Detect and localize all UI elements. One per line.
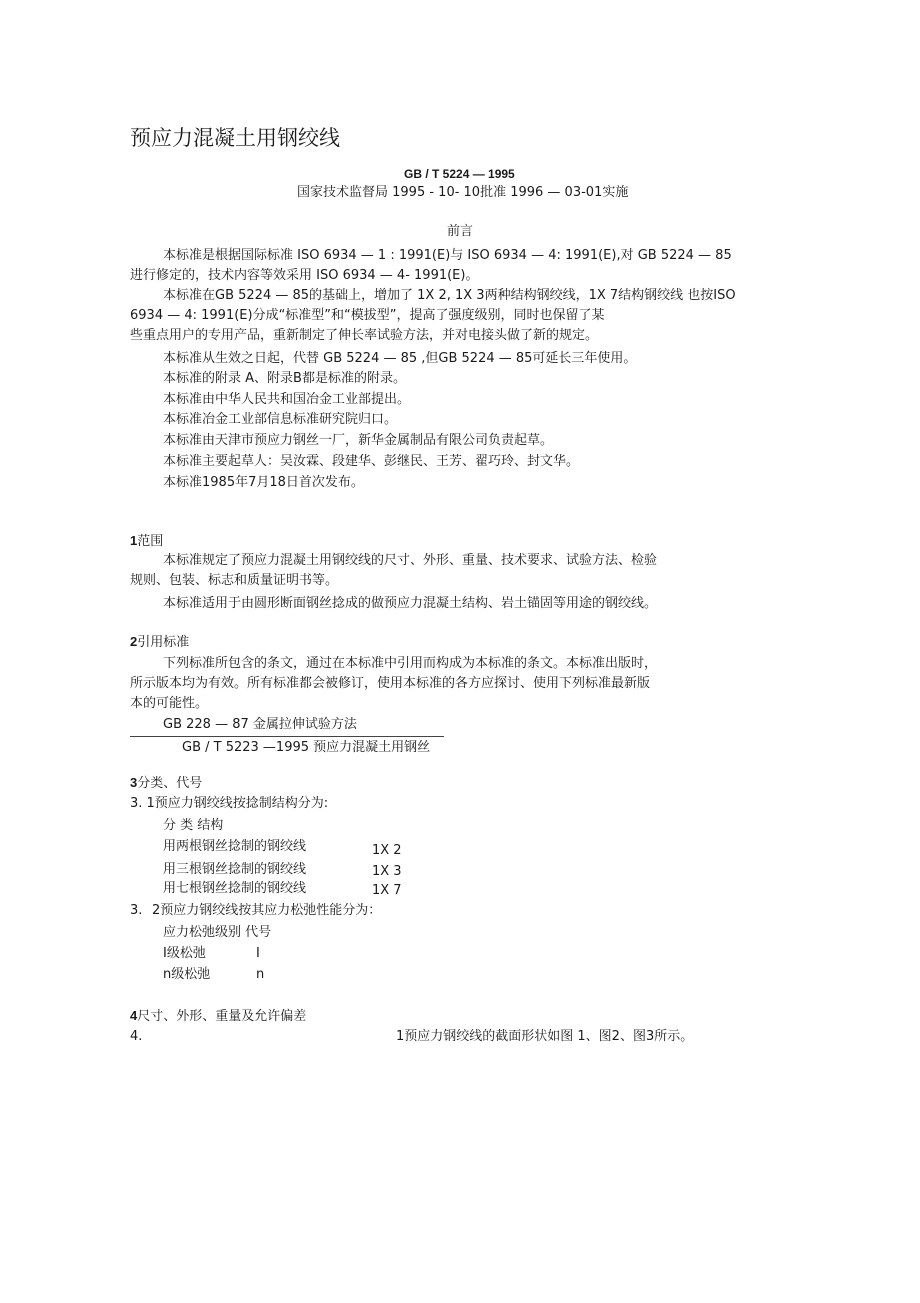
document-title: 预应力混凝土用钢绞线 bbox=[130, 126, 340, 150]
standard-number: GB / T 5224 — 1995 bbox=[404, 167, 515, 181]
strand-type-code: 1X 3 bbox=[372, 864, 402, 879]
section-1-heading: 1范围 bbox=[130, 533, 164, 549]
clause-3-2-table-header: 应力松弛级别 代号 bbox=[163, 925, 272, 940]
section-2-heading: 2引用标准 bbox=[130, 634, 190, 650]
foreword-p1-line2: 进行修定的，技术内容等效采用 ISO 6934 — 4- 1991(E)。 bbox=[130, 268, 479, 283]
relaxation-grade-label: n级松弛 bbox=[163, 967, 211, 982]
reference-gb228: GB 228 — 87 金属拉伸试验方法 bbox=[163, 717, 357, 732]
clause-3-2: 2预应力钢绞线按其应力松弛性能分为： bbox=[152, 903, 382, 918]
reference-divider bbox=[130, 736, 444, 737]
section-1-p1-line2: 规则、包装、标志和质量证明书等。 bbox=[130, 573, 339, 588]
foreword-p2-line1: 本标准在GB 5224 — 85的基础上，增加了 1X 2, 1X 3两种结构钢绞线，1X 7结构钢绞线 也按ISO bbox=[163, 288, 736, 303]
section-1-p1-line1: 本标准规定了预应力混凝土用钢绞线的尺寸、外形、重量、技术要求、试验方法、检验 bbox=[163, 553, 658, 568]
section-2-p1-line3: 本的可能性。 bbox=[130, 696, 209, 711]
foreword-p3: 本标准从生效之日起，代替 GB 5224 — 85 ,但GB 5224 — 85可延长三年使用。 bbox=[163, 351, 637, 366]
clause-3-1: 3. 1预应力钢绞线按捻制结构分为: bbox=[130, 796, 329, 811]
clause-3-2-number: 3. bbox=[130, 903, 143, 918]
strand-type-label: 用七根钢丝捻制的钢绞线 bbox=[163, 881, 307, 896]
foreword-p6: 本标准冶金工业部信息标准研究院归口。 bbox=[163, 412, 398, 427]
section-2-p1-line1: 下列标准所包含的条文，通过在本标准中引用而构成为本标准的条文。本标准出版时， bbox=[163, 656, 658, 671]
foreword-p4: 本标准的附录 A、附录B都是标准的附录。 bbox=[163, 371, 406, 386]
foreword-heading: 前言 bbox=[447, 224, 474, 239]
strand-type-code: 1X 7 bbox=[372, 883, 402, 898]
clause-4-1: 1预应力钢绞线的截面形状如图 1、图2、图3所示。 bbox=[396, 1029, 694, 1044]
relaxation-grade-label: I级松弛 bbox=[163, 946, 206, 961]
section-2-p1-line2: 所示版本均为有效。所有标准都会被修订，使用本标准的各方应探讨、使用下列标准最新版 bbox=[130, 676, 651, 691]
section-1-p2: 本标准适用于由圆形断面钢丝捻成的做预应力混凝土结构、岩土锚固等用途的钢绞线。 bbox=[163, 596, 658, 611]
strand-type-code: 1X 2 bbox=[372, 843, 402, 858]
foreword-p1-line1: 本标准是根据国际标准 ISO 6934 — 1 : 1991(E)与 ISO 6934 — 4: 1991(E),对 GB 5224 — 85 bbox=[163, 248, 732, 263]
foreword-p9: 本标准1985年7月18日首次发布。 bbox=[163, 475, 364, 490]
approval-line: 国家技术监督局 1995 - 10- 10批准 1996 — 03-01实施 bbox=[297, 185, 629, 200]
clause-3-1-table-header: 分 类 结构 bbox=[163, 818, 224, 833]
foreword-p2-line3: 些重点用户的专用产品，重新制定了伸长率试验方法，并对电接头做了新的规定。 bbox=[130, 328, 599, 343]
section-3-heading: 3分类、代号 bbox=[130, 775, 203, 791]
foreword-p2-line2: 6934 — 4: 1991(E)分成“标准型”和“模拔型”，提高了强度级别，同时也保留了某 bbox=[130, 308, 605, 323]
relaxation-grade-code: n bbox=[256, 967, 265, 982]
relaxation-grade-code: I bbox=[256, 946, 260, 961]
section-4-heading: 4尺寸、外形、重量及允许偏差 bbox=[130, 1008, 307, 1024]
foreword-p7: 本标准由天津市预应力钢丝一厂，新华金属制品有限公司负责起草。 bbox=[163, 433, 554, 448]
foreword-p8: 本标准主要起草人：吴汝霖、段建华、彭继民、王芳、翟巧玲、封文华。 bbox=[163, 454, 580, 469]
foreword-p5: 本标准由中华人民共和国冶金工业部提出。 bbox=[163, 392, 411, 407]
strand-type-label: 用三根钢丝捻制的钢绞线 bbox=[163, 862, 307, 877]
reference-gb5223: GB / T 5223 —1995 预应力混凝土用钢丝 bbox=[182, 740, 431, 755]
clause-4-1-number: 4. bbox=[130, 1029, 143, 1044]
strand-type-label: 用两根钢丝捻制的钢绞线 bbox=[163, 839, 307, 854]
